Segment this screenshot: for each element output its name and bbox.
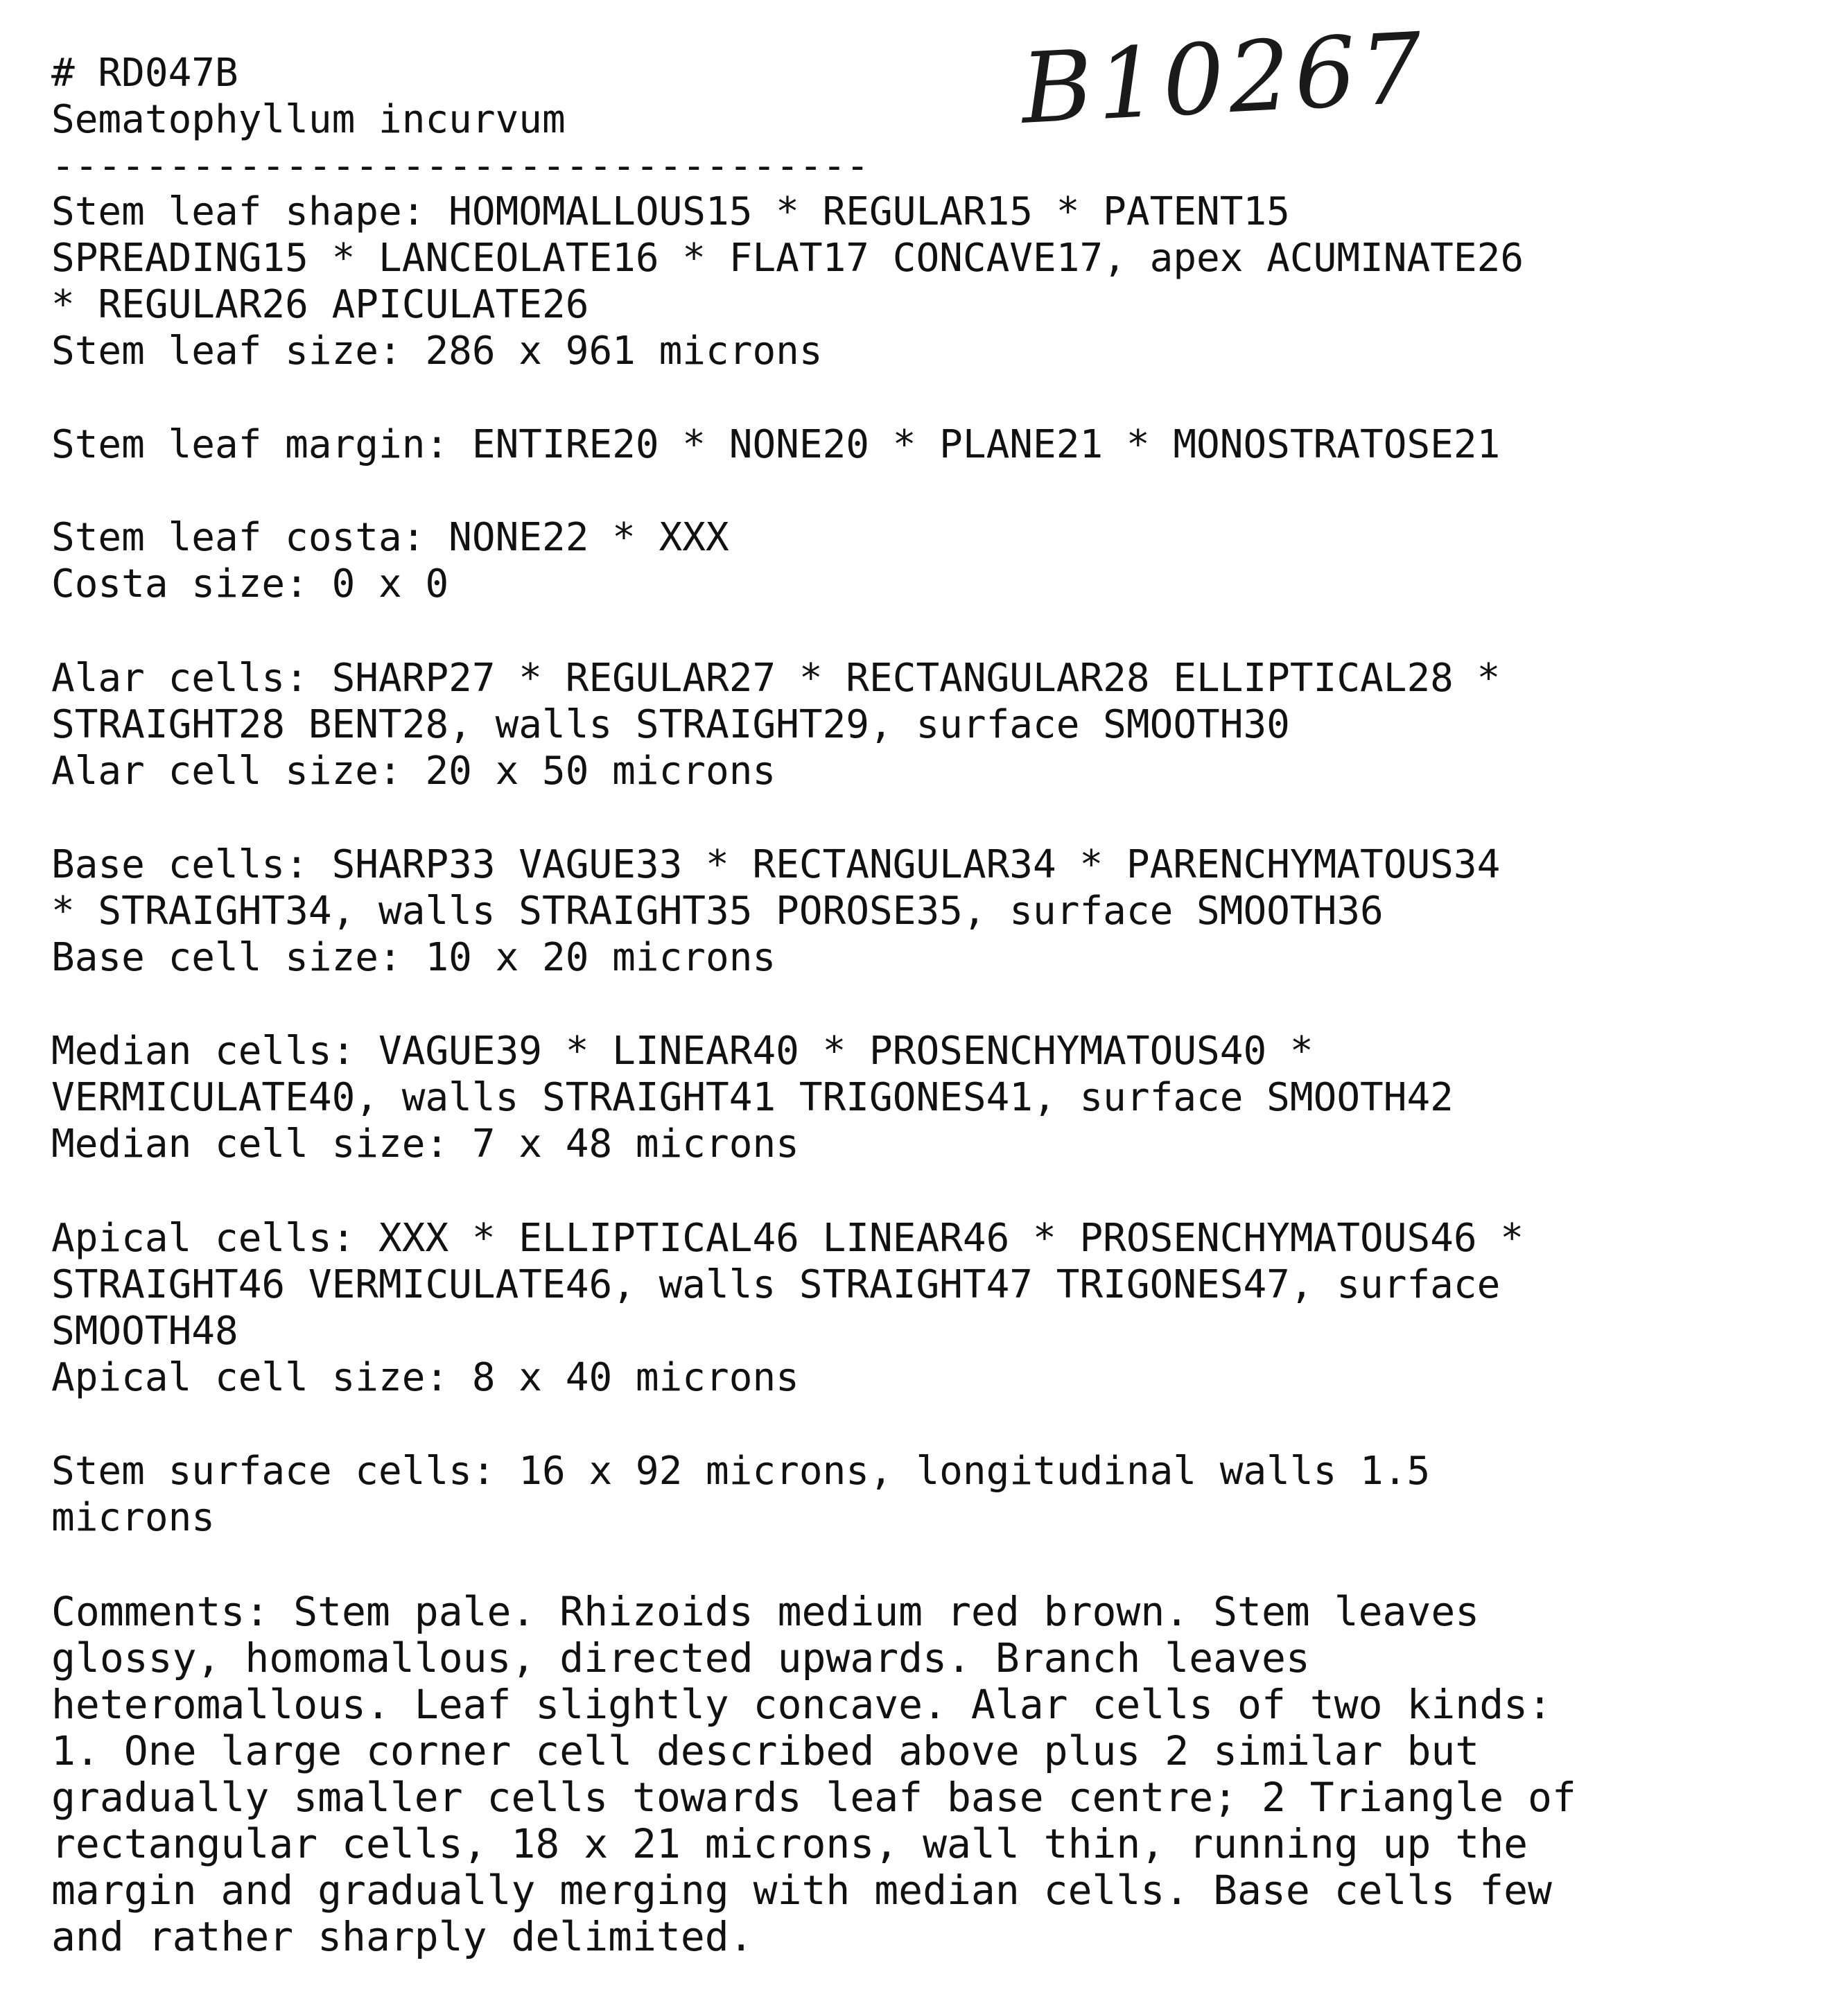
section-line: Alar cell size: 20 x 50 microns — [51, 749, 776, 794]
comment-line: gradually smaller cells towards leaf base centre; 2 Triangle of — [51, 1774, 1576, 1821]
section-line: VERMICULATE40, walls STRAIGHT41 TRIGONES41, surface SMOOTH42 — [51, 1075, 1454, 1120]
section-line: STRAIGHT28 BENT28, walls STRAIGHT29, surface SMOOTH30 — [51, 702, 1290, 747]
section-line: Stem surface cells: 16 x 92 microns, longitudinal walls 1.5 — [51, 1449, 1431, 1494]
base-cells-section — [51, 841, 1500, 981]
section-line: microns — [51, 1495, 216, 1540]
stem-surface-cells-section — [51, 1448, 1430, 1541]
section-line: STRAIGHT46 VERMICULATE46, walls STRAIGHT47 TRIGONES47, surface — [51, 1262, 1501, 1307]
section-line: Stem leaf shape: HOMOMALLOUS15 * REGULAR15 * PATENT15 — [51, 189, 1290, 234]
stem-leaf-costa-section — [51, 514, 729, 607]
stem-leaf-margin-section — [51, 421, 1500, 468]
section-line: Apical cells: XXX * ELLIPTICAL46 LINEAR46 * PROSENCHYMATOUS46 * — [51, 1216, 1524, 1261]
section-line: Base cells: SHARP33 VAGUE33 * RECTANGULAR34 * PARENCHYMATOUS34 — [51, 842, 1501, 887]
section-line: Median cell size: 7 x 48 microns — [51, 1121, 799, 1167]
section-line: Alar cells: SHARP27 * REGULAR27 * RECTANGULAR28 ELLIPTICAL28 * — [51, 656, 1501, 701]
section-line: * REGULAR26 APICULATE26 — [51, 282, 589, 327]
section-line: Stem leaf margin: ENTIRE20 * NONE20 * PLANE21 * MONOSTRATOSE21 — [51, 422, 1501, 467]
section-line: Base cell size: 10 x 20 microns — [51, 935, 776, 980]
record-header — [51, 50, 869, 189]
comment-line: rectangular cells, 18 x 21 microns, wall thin, running up the — [51, 1820, 1528, 1867]
species-name: Sematophyllum incurvum — [51, 97, 566, 142]
comment-line: glossy, homomallous, directed upwards. Branch leaves — [51, 1634, 1310, 1682]
section-line: SMOOTH48 — [51, 1309, 238, 1354]
record-id: # RD047B — [51, 51, 238, 96]
section-line: Stem leaf costa: NONE22 * XXX — [51, 515, 729, 560]
apical-cells-section — [51, 1215, 1524, 1401]
comment-line: heteromallous. Leaf slightly concave. Alar cells of two kinds: — [51, 1681, 1552, 1728]
comment-line: margin and gradually merging with median cells. Base cells few — [51, 1867, 1552, 1914]
section-line: Stem leaf size: 286 x 961 microns — [51, 329, 823, 374]
median-cells-section — [51, 1028, 1454, 1167]
section-line: SPREADING15 * LANCEOLATE16 * FLAT17 CONCAVE17, apex ACUMINATE26 — [51, 236, 1524, 281]
comment-line: 1. One large corner cell described above plus 2 similar but — [51, 1727, 1480, 1774]
comment-line: and rather sharply delimited. — [51, 1913, 753, 1960]
header-rule: ----------------------------------- — [51, 143, 870, 189]
stem-leaf-shape-section — [51, 189, 1524, 374]
section-line: Median cells: VAGUE39 * LINEAR40 * PROSENCHYMATOUS40 * — [51, 1029, 1314, 1074]
section-line: Costa size: 0 x 0 — [51, 561, 449, 606]
section-line: Apical cell size: 8 x 40 microns — [51, 1355, 799, 1400]
alar-cells-section — [51, 655, 1500, 794]
section-line: * STRAIGHT34, walls STRAIGHT35 POROSE35, surface SMOOTH36 — [51, 889, 1384, 934]
comments-section — [51, 1589, 1576, 1960]
comment-line: Comments: Stem pale. Rhizoids medium red brown. Stem leaves — [51, 1588, 1480, 1635]
handwritten-specimen-code: B10267 — [1018, 12, 1429, 146]
